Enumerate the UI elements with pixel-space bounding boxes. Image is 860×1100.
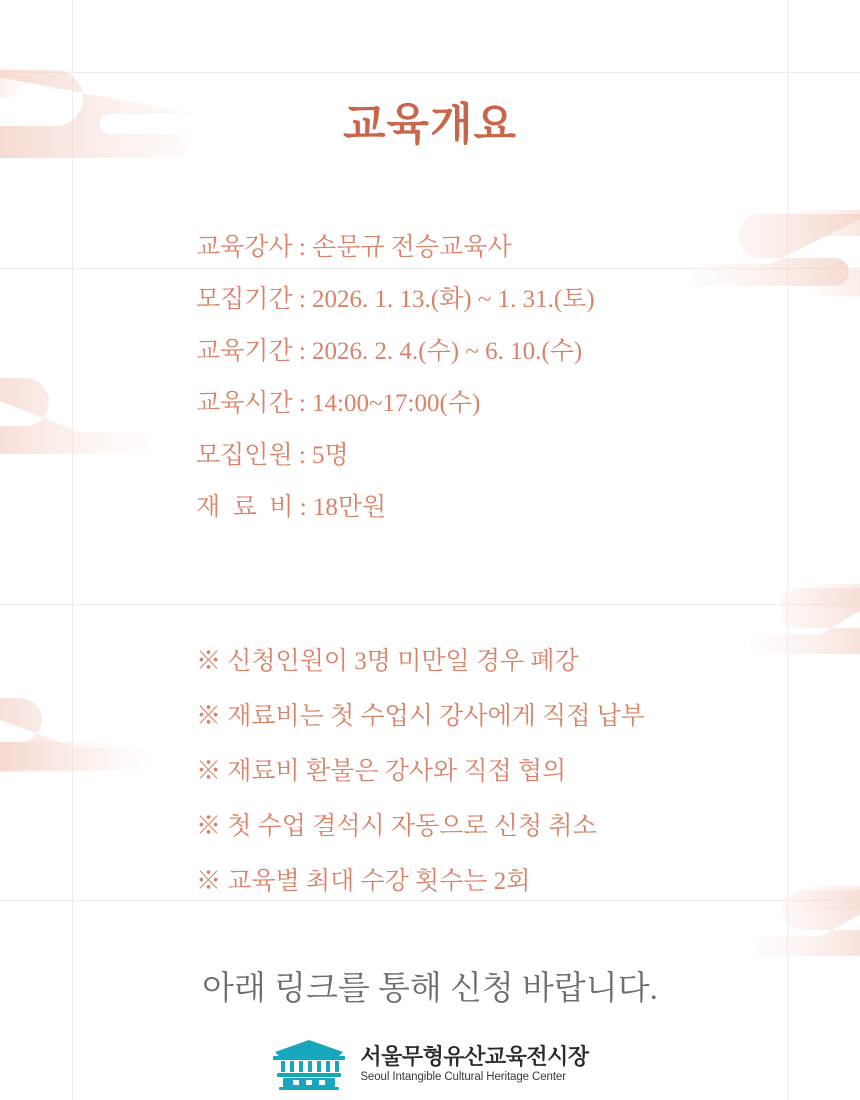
- logo-text-block: [360, 1045, 588, 1083]
- info-row-application-period: 모집기간 : 2026. 1. 13.(화) ~ 1. 31.(토): [196, 286, 595, 313]
- call-to-action-text: 아래 링크를 통해 신청 바랍니다.: [202, 971, 658, 1007]
- logo-name-korean: 서울무형유산교육전시장: [360, 1043, 589, 1069]
- info-row-material-fee: 재 료 비 : 18만원: [196, 494, 387, 521]
- notice-list: [196, 634, 816, 909]
- page-title: 교육개요: [342, 100, 517, 149]
- info-row-capacity: 모집인원 : 5명: [196, 442, 349, 469]
- notice-item: ※ 첫 수업 결석시 자동으로 신청 취소: [196, 813, 597, 840]
- info-row-course-time: 교육시간 : 14:00~17:00(수): [196, 390, 481, 417]
- notice-item: ※ 재료비는 첫 수업시 강사에게 직접 납부: [196, 703, 645, 730]
- notice-item: ※ 신청인원이 3명 미만일 경우 폐강: [196, 648, 579, 675]
- notice-item: ※ 교육별 최대 수강 횟수는 2회: [196, 868, 531, 895]
- info-row-instructor: 교육강사 : 손문규 전승교육사: [196, 234, 512, 261]
- organization-logo: [0, 1038, 860, 1090]
- info-row-course-period: 교육기간 : 2026. 2. 4.(수) ~ 6. 10.(수): [196, 338, 583, 365]
- logo-name-english: Seoul Intangible Cultural Heritage Center: [360, 1071, 566, 1084]
- heritage-building-icon: [271, 1038, 347, 1090]
- notice-item: ※ 재료비 환불은 강사와 직접 협의: [196, 758, 567, 785]
- course-info-list: [196, 222, 756, 534]
